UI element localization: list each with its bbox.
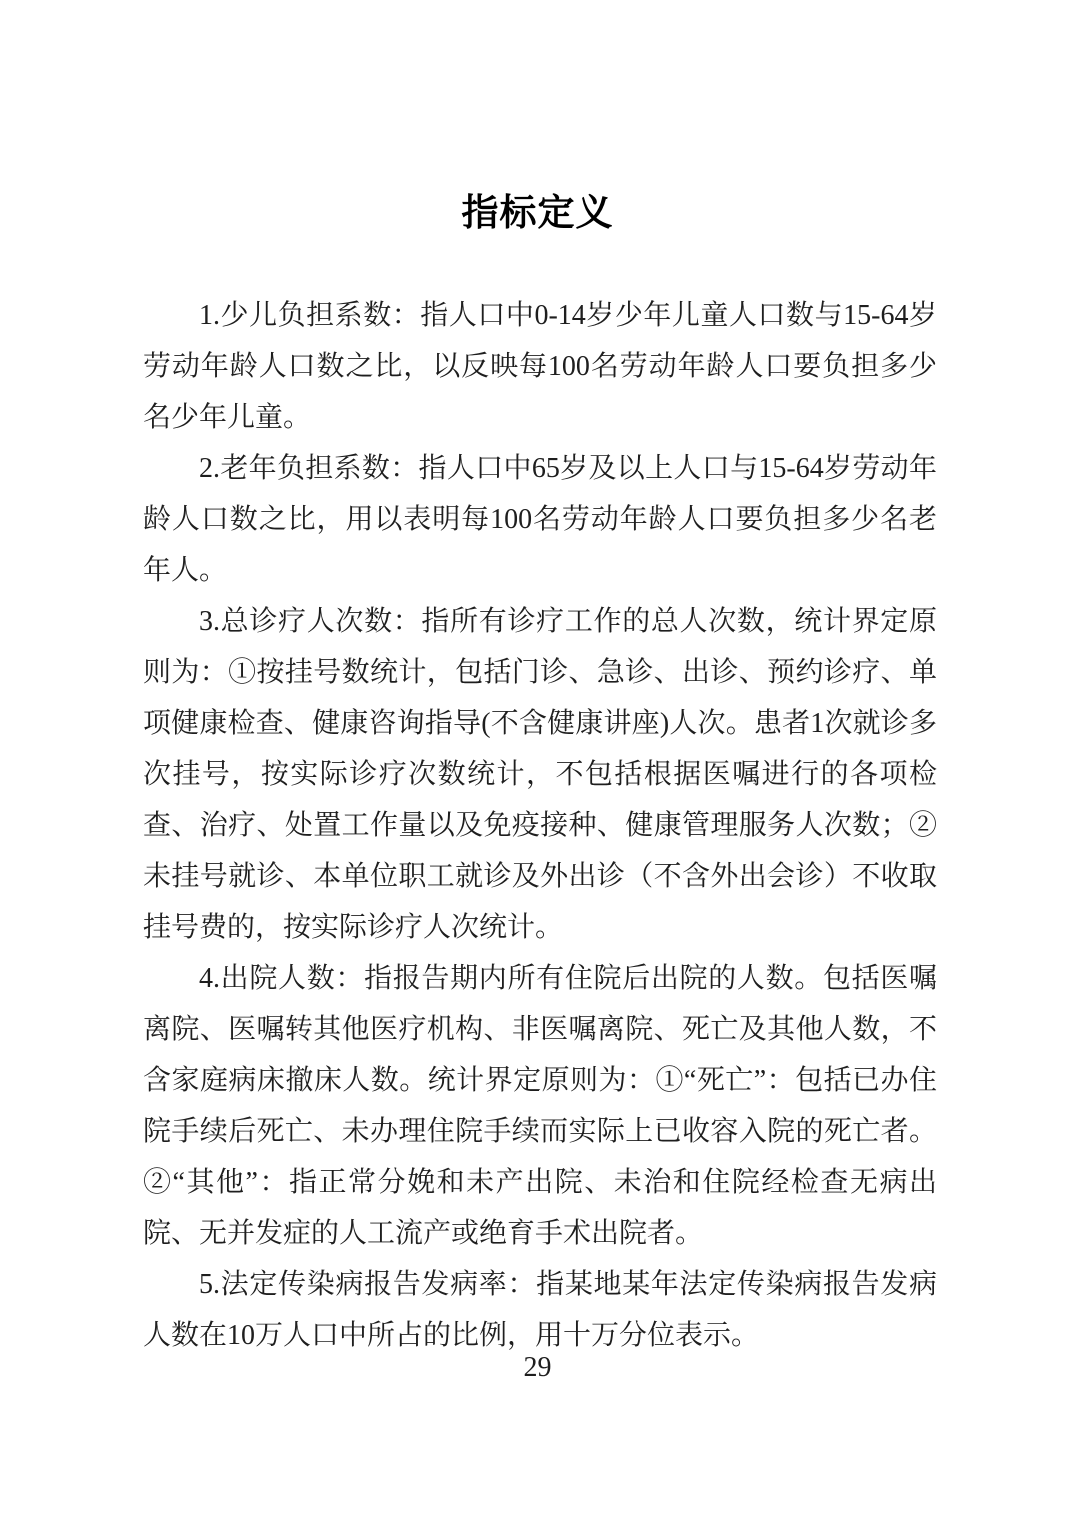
- paragraph-infectious-disease-rate: 5.法定传染病报告发病率：指某地某年法定传染病报告发病人数在10万人口中所占的比例，用十万分位表示。: [143, 1269, 937, 1351]
- page-number: 29: [523, 1352, 552, 1383]
- paragraph-elderly-dependency-ratio: 2.老年负担系数：指人口中65岁及以上人口与15-64岁劳动年龄人口数之比，用以表明每100名劳动年龄人口要负担多少名老年人。: [143, 453, 937, 586]
- page-title: 指标定义: [461, 193, 614, 234]
- paragraph-total-visits: 3.总诊疗人次数：指所有诊疗工作的总人次数，统计界定原则为：①按挂号数统计，包括门诊、急诊、出诊、预约诊疗、单项健康检查、健康咨询指导(不含健康讲座)人次。患者1次就诊多次挂号，按实际诊疗次数统计，不包括根据医嘱进行的各项检查、治疗、处置工作量以及免疫接种、健康管理服务人次数；②未挂号就诊、本单位职工就诊及外出诊（不含外出会诊）不收取挂号费的，按实际诊疗人次统计。: [143, 606, 937, 943]
- paragraph-discharged-patients: 4.出院人数：指报告期内所有住院后出院的人数。包括医嘱离院、医嘱转其他医疗机构、非医嘱离院、死亡及其他人数，不含家庭病床撤床人数。统计界定原则为：①“死亡”：包括已办住院手续后死亡、未办理住院手续而实际上已收容入院的死亡者。②“其他”：指正常分娩和未产出院、未治和住院经检查无病出院、无并发症的人工流产或绝育手术出院者。: [143, 963, 937, 1249]
- paragraph-child-dependency-ratio: 1.少儿负担系数：指人口中0-14岁少年儿童人口数与15-64岁劳动年龄人口数之比，以反映每100名劳动年龄人口要负担多少名少年儿童。: [143, 300, 937, 433]
- document-body: [143, 290, 937, 1361]
